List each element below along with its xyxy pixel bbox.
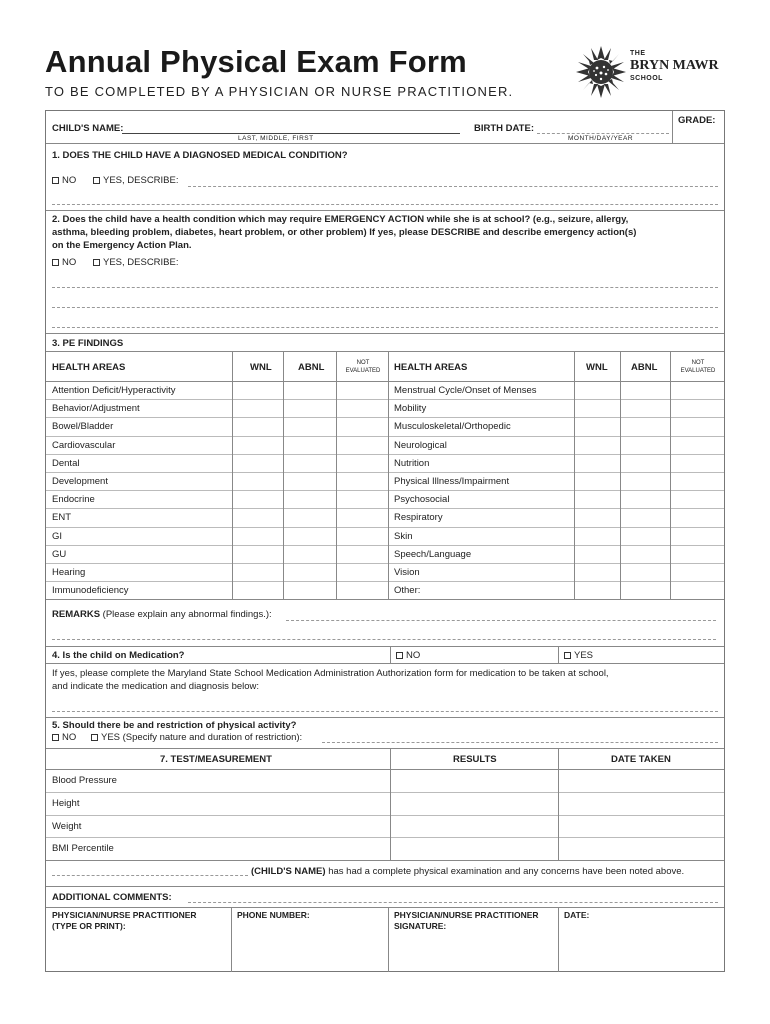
checkbox-icon[interactable] xyxy=(93,259,100,266)
checkbox-icon[interactable] xyxy=(564,652,571,659)
pe-left-row-label: Cardiovascular xyxy=(52,439,116,451)
pe-cell[interactable] xyxy=(671,417,725,435)
pe-cell[interactable] xyxy=(284,454,336,472)
pe-cell[interactable] xyxy=(671,454,725,472)
pe-col-health-right: HEALTH AREAS xyxy=(394,362,468,373)
pe-row-divider xyxy=(46,563,724,564)
pe-cell[interactable] xyxy=(671,581,725,599)
pe-cell[interactable] xyxy=(337,472,388,490)
signature-field[interactable] xyxy=(389,933,558,971)
date-label: DATE: xyxy=(564,910,590,920)
q1-describe-line[interactable] xyxy=(188,186,718,187)
pe-title: 3. PE FINDINGS xyxy=(52,338,124,349)
pe-left-row-label: ENT xyxy=(52,512,71,524)
pe-cell[interactable] xyxy=(671,508,725,526)
pe-cell[interactable] xyxy=(233,454,283,472)
pe-left-row-label: GI xyxy=(52,530,63,542)
test-cell[interactable] xyxy=(391,815,558,838)
test-row-label: Height xyxy=(52,797,80,809)
pe-cell[interactable] xyxy=(233,563,283,581)
date-field[interactable] xyxy=(559,923,725,971)
pe-cell[interactable] xyxy=(284,581,336,599)
pe-left-row-label: Immunodeficiency xyxy=(52,585,129,597)
pe-right-row-label: Psychosocial xyxy=(394,494,450,506)
child-name-field[interactable] xyxy=(122,133,460,134)
pe-cell[interactable] xyxy=(337,545,388,563)
phone-field[interactable] xyxy=(232,923,388,971)
pe-cell[interactable] xyxy=(284,381,336,399)
pe-cell[interactable] xyxy=(621,527,670,545)
pe-cell[interactable] xyxy=(671,436,725,454)
pe-cell[interactable] xyxy=(575,563,620,581)
pe-cell[interactable] xyxy=(337,381,388,399)
logo-the: THE xyxy=(630,50,646,57)
pe-cell[interactable] xyxy=(575,545,620,563)
pe-left-row-label: Development xyxy=(52,476,108,487)
pe-row-divider xyxy=(46,399,724,400)
test-cell[interactable] xyxy=(559,792,725,815)
school-seal-icon xyxy=(574,44,628,100)
pe-cell[interactable] xyxy=(284,417,336,435)
pe-cell[interactable] xyxy=(337,454,388,472)
q4-no-label: NO xyxy=(406,650,421,661)
pe-left-row-label: Attention Deficit/Hyperactivity xyxy=(52,385,176,396)
pe-cell[interactable] xyxy=(337,581,388,599)
pe-cell[interactable] xyxy=(233,508,283,526)
pe-cell[interactable] xyxy=(621,563,670,581)
pe-cell[interactable] xyxy=(621,490,670,508)
birth-date-label: BIRTH DATE: xyxy=(474,123,534,134)
q4-no-option[interactable] xyxy=(396,650,420,661)
pe-cell[interactable] xyxy=(284,436,336,454)
test-row-label: Blood Pressure xyxy=(52,775,117,786)
pe-left-row-label: GU xyxy=(52,548,67,560)
checkbox-icon[interactable] xyxy=(396,652,403,659)
q4-yes-label: YES xyxy=(574,650,594,661)
pe-right-row-label: Mobility xyxy=(394,403,427,415)
checkbox-icon[interactable] xyxy=(93,177,100,184)
pe-cell[interactable] xyxy=(621,399,670,417)
pe-right-row-label: Skin xyxy=(394,530,413,542)
pe-right-row-label: Other: xyxy=(394,585,421,597)
q4-instructions: If yes, please complete the Maryland State School Medication Administration Authorization form for medication to be taken at school, and indicate the medication and diagnosis below: xyxy=(52,668,609,692)
pe-col-ne-right: NOT EVALUATED xyxy=(680,360,716,374)
pe-right-row-label: Respiratory xyxy=(394,512,443,524)
pe-cell[interactable] xyxy=(337,563,388,581)
pe-row-divider xyxy=(46,417,724,418)
q5-restriction-line[interactable] xyxy=(322,742,718,743)
pe-left-row-label: Endocrine xyxy=(52,494,95,506)
form-subtitle: TO BE COMPLETED BY A PHYSICIAN OR NURSE PRACTITIONER. xyxy=(45,84,514,99)
q1-title: 1. DOES THE CHILD HAVE A DIAGNOSED MEDICAL CONDITION? xyxy=(52,150,348,161)
tests-col-results: RESULTS xyxy=(453,754,497,765)
pe-right-row-label: Musculoskeletal/Orthopedic xyxy=(394,421,511,433)
pe-col-ne-left: NOT EVALUATED xyxy=(345,360,381,374)
q5-yes-option[interactable] xyxy=(91,732,302,743)
checkbox-icon[interactable] xyxy=(91,734,98,741)
pe-cell[interactable] xyxy=(284,472,336,490)
statement-text: (CHILD'S NAME) has had a complete physical examination and any concerns have been noted above. xyxy=(251,866,685,877)
q2-describe-line-2[interactable] xyxy=(52,307,718,308)
pe-cell[interactable] xyxy=(621,436,670,454)
pe-cell[interactable] xyxy=(575,490,620,508)
pe-cell[interactable] xyxy=(284,527,336,545)
pe-cell[interactable] xyxy=(284,545,336,563)
pe-cell[interactable] xyxy=(337,399,388,417)
pe-cell[interactable] xyxy=(337,417,388,435)
test-cell[interactable] xyxy=(391,769,558,792)
pe-cell[interactable] xyxy=(575,527,620,545)
pe-cell[interactable] xyxy=(621,545,670,563)
q4-yes-option[interactable] xyxy=(564,650,593,661)
pe-row-divider xyxy=(46,454,724,455)
remarks-label: REMARKS (Please explain any abnormal findings.): xyxy=(52,609,272,620)
test-cell[interactable] xyxy=(559,815,725,838)
pe-cell[interactable] xyxy=(233,381,283,399)
q1-yes-option[interactable] xyxy=(93,175,179,186)
q1-describe-line-2[interactable] xyxy=(52,204,718,205)
pe-cell[interactable] xyxy=(233,490,283,508)
pe-col-wnl-right: WNL xyxy=(586,362,608,373)
q2-describe-line-3[interactable] xyxy=(52,327,718,328)
pe-row-divider xyxy=(46,581,724,582)
test-row-divider xyxy=(46,815,724,816)
test-cell[interactable] xyxy=(559,769,725,792)
pe-cell[interactable] xyxy=(233,545,283,563)
q1-no-label: NO xyxy=(62,175,77,186)
pe-cell[interactable] xyxy=(233,399,283,417)
pe-col-abnl-left: ABNL xyxy=(298,362,325,373)
test-row-divider xyxy=(46,837,724,838)
pe-row-divider xyxy=(46,508,724,509)
child-name-hint: LAST, MIDDLE, FIRST xyxy=(238,135,314,142)
birth-date-hint: MONTH/DAY/YEAR xyxy=(568,135,634,142)
pe-right-row-label: Physical Illness/Impairment xyxy=(394,476,510,487)
pe-cell[interactable] xyxy=(233,581,283,599)
pe-row-divider xyxy=(46,436,724,437)
checkbox-icon[interactable] xyxy=(52,259,59,266)
pe-cell[interactable] xyxy=(284,563,336,581)
remarks-line-2[interactable] xyxy=(52,639,716,640)
pe-cell[interactable] xyxy=(621,381,670,399)
comments-label: ADDITIONAL COMMENTS: xyxy=(52,892,172,903)
pe-col-health-left: HEALTH AREAS xyxy=(52,362,126,373)
q5-no-label: NO xyxy=(62,732,77,743)
pe-row-divider xyxy=(46,490,724,491)
tests-col-test: 7. TEST/MEASUREMENT xyxy=(160,754,272,765)
pe-cell[interactable] xyxy=(671,545,725,563)
phone-label: PHONE NUMBER: xyxy=(237,910,310,920)
pe-row-divider xyxy=(46,545,724,546)
pe-cell[interactable] xyxy=(233,527,283,545)
pe-right-row-label: Neurological xyxy=(394,439,447,451)
signature-label: PHYSICIAN/NURSE PRACTITIONER SIGNATURE: xyxy=(394,910,539,932)
pe-cell[interactable] xyxy=(621,454,670,472)
pe-cell[interactable] xyxy=(575,417,620,435)
q5-yes-label: YES (Specify nature and duration of restriction): xyxy=(101,732,303,743)
pe-cell[interactable] xyxy=(621,508,670,526)
exam-form xyxy=(45,110,725,972)
pe-left-row-label: Behavior/Adjustment xyxy=(52,403,140,415)
pe-cell[interactable] xyxy=(621,581,670,599)
test-cell[interactable] xyxy=(391,792,558,815)
pe-cell[interactable] xyxy=(575,399,620,417)
pe-cell[interactable] xyxy=(575,508,620,526)
pe-cell[interactable] xyxy=(337,508,388,526)
pe-cell[interactable] xyxy=(671,563,725,581)
grade-field[interactable] xyxy=(673,111,725,143)
q2-yes-option[interactable] xyxy=(93,257,179,268)
birth-date-field[interactable] xyxy=(537,133,669,134)
pe-cell[interactable] xyxy=(233,436,283,454)
pe-left-row-label: Hearing xyxy=(52,567,86,578)
pe-row-divider xyxy=(46,472,724,473)
pe-cell[interactable] xyxy=(671,399,725,417)
pe-left-row-label: Bowel/Bladder xyxy=(52,421,114,433)
test-row-label: BMI Percentile xyxy=(52,843,114,855)
pe-cell[interactable] xyxy=(575,381,620,399)
pe-right-row-label: Speech/Language xyxy=(394,548,472,560)
q1-no-option[interactable] xyxy=(52,175,76,186)
pe-cell[interactable] xyxy=(575,454,620,472)
pe-row-divider xyxy=(46,527,724,528)
pe-right-row-label: Vision xyxy=(394,567,420,578)
remarks-line-1[interactable] xyxy=(286,620,716,621)
school-logo xyxy=(574,44,724,100)
pe-cell[interactable] xyxy=(621,417,670,435)
pe-col-wnl-left: WNL xyxy=(250,362,272,373)
test-row-divider xyxy=(46,792,724,793)
pe-cell[interactable] xyxy=(337,490,388,508)
pe-cell[interactable] xyxy=(284,490,336,508)
statement-child-name-line[interactable] xyxy=(52,875,248,876)
q2-yes-label: YES, DESCRIBE: xyxy=(103,257,179,268)
pe-cell[interactable] xyxy=(575,581,620,599)
q2-no-label: NO xyxy=(62,257,77,268)
practitioner-name-field[interactable] xyxy=(46,923,231,971)
q4-medication-line[interactable] xyxy=(52,711,718,712)
pe-cell[interactable] xyxy=(284,399,336,417)
q4-title: 4. Is the child on Medication? xyxy=(52,650,185,661)
logo-school: SCHOOL xyxy=(630,75,663,82)
pe-cell[interactable] xyxy=(671,490,725,508)
logo-name: BRYN MAWR xyxy=(630,58,719,73)
test-cell[interactable] xyxy=(559,837,725,860)
test-row-label: Weight xyxy=(52,820,82,832)
pe-cell[interactable] xyxy=(671,381,725,399)
q2-describe-line-1[interactable] xyxy=(52,287,718,288)
grade-label: GRADE: xyxy=(678,115,716,126)
pe-left-row-label: Dental xyxy=(52,457,80,469)
q5-no-option[interactable] xyxy=(52,732,76,743)
pe-right-row-label: Menstrual Cycle/Onset of Menses xyxy=(394,385,537,396)
practitioner-name-label: PHYSICIAN/NURSE PRACTITIONER (TYPE OR PRINT): xyxy=(52,910,197,932)
pe-cell[interactable] xyxy=(575,436,620,454)
pe-right-row-label: Nutrition xyxy=(394,457,430,469)
test-cell[interactable] xyxy=(391,837,558,860)
pe-cell[interactable] xyxy=(337,436,388,454)
q1-yes-label: YES, DESCRIBE: xyxy=(103,175,179,186)
q2-question: 2. Does the child have a health condition which may require EMERGENCY ACTION while she is at school? (e.g., seizure, allergy, asthma, bleeding problem, diabetes, heart problem, or other problem) If yes, please DESCRIBE and describe emergency action(s) on the Emergency Action Plan. xyxy=(52,214,637,251)
pe-cell[interactable] xyxy=(671,472,725,490)
pe-cell[interactable] xyxy=(671,527,725,545)
pe-cell[interactable] xyxy=(284,508,336,526)
q2-no-option[interactable] xyxy=(52,257,76,268)
child-name-label: CHILD'S NAME: xyxy=(52,123,124,134)
tests-col-date: DATE TAKEN xyxy=(611,754,671,765)
pe-cell[interactable] xyxy=(621,472,670,490)
pe-cell[interactable] xyxy=(233,472,283,490)
pe-cell[interactable] xyxy=(233,417,283,435)
checkbox-icon[interactable] xyxy=(52,734,59,741)
checkbox-icon[interactable] xyxy=(52,177,59,184)
q5-title: 5. Should there be and restriction of physical activity? xyxy=(52,720,297,731)
form-title: Annual Physical Exam Form xyxy=(45,44,467,79)
pe-cell[interactable] xyxy=(337,527,388,545)
comments-line[interactable] xyxy=(188,902,718,903)
pe-col-abnl-right: ABNL xyxy=(631,362,658,373)
pe-cell[interactable] xyxy=(575,472,620,490)
